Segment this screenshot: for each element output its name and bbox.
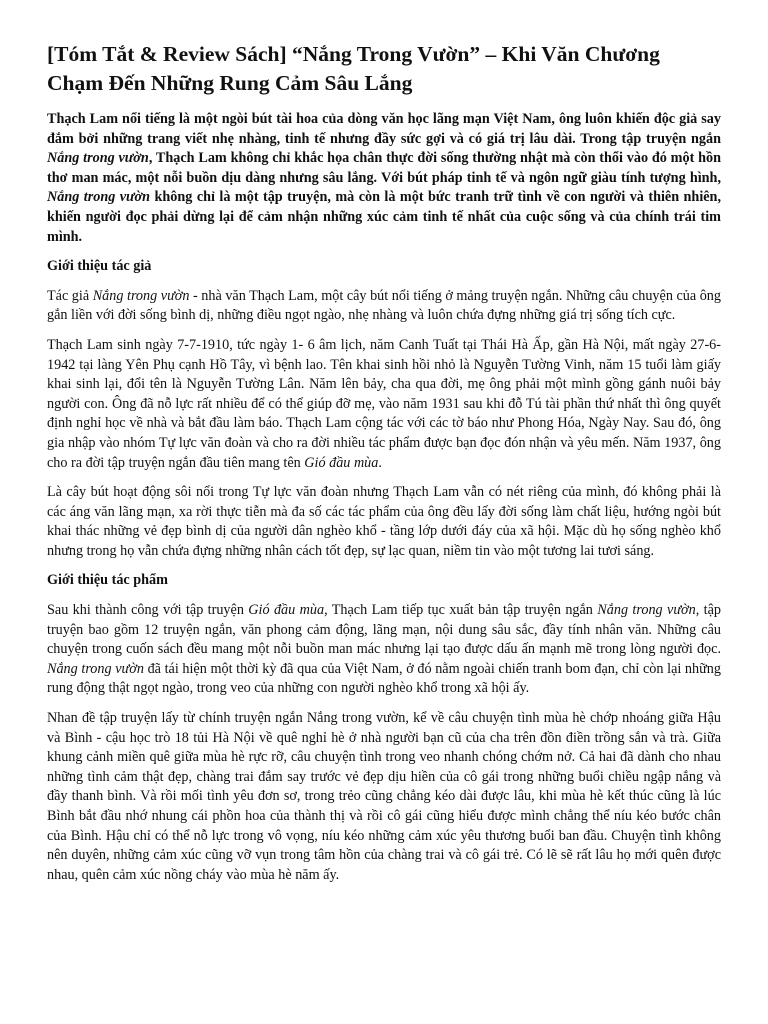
intro-text-1: Thạch Lam nổi tiếng là một ngòi bút tài hoa của dòng văn học lãng mạn Việt Nam, ông luôn khiến độc giả say đắm bởi những trang viết nhẹ nhàng, tinh tế nhưng đầy sức gợi và có giá trị lâu dài. Trong tập truyện ngắn bbox=[47, 111, 721, 147]
author-p1-text-a: Tác giả bbox=[47, 287, 93, 304]
author-paragraph-2 bbox=[47, 336, 721, 473]
work-p1-text-a: Sau khi thành công với tập truyện bbox=[47, 602, 249, 619]
work-p1-text-d: đã tái hiện một thời kỳ đã qua của Việt Nam, ở đó nằm ngoài chiến tranh bom đạn, chỉ còn lại những rung động thật ngọt ngào, trong veo của những con người nghèo khổ trong xã hội ấy. bbox=[47, 660, 721, 697]
intro-text-2: , Thạch Lam không chỉ khắc họa chân thực đời sống thường nhật mà còn thổi vào đó một hồn thơ man mác, một nỗi buồn dịu dàng nhưng sâu lắng. Với bút pháp tinh tế và ngôn ngữ giàu tính tượng hình, bbox=[47, 150, 721, 186]
work-paragraph-1 bbox=[47, 601, 721, 699]
section-heading-author: Giới thiệu tác giả bbox=[47, 258, 152, 275]
author-p2-text-b: . bbox=[378, 454, 382, 471]
intro-paragraph bbox=[47, 110, 721, 247]
section-heading-work: Giới thiệu tác phẩm bbox=[47, 572, 168, 589]
work-p1-book-title-2: Nắng trong vườn bbox=[597, 602, 696, 619]
article-title: [Tóm Tắt & Review Sách] “Nắng Trong Vườn” – Khi Văn Chương Chạm Đến Những Rung Cảm Sâu Lắng bbox=[47, 42, 660, 95]
author-p1-text-b: - nhà văn Thạch Lam, một cây bút nổi tiếng ở mảng truyện ngắn. Những câu chuyện của ông gắn liền với đời sống bình dị, những điều ngọt ngào, nhẹ nhàng và luôn chứa đựng những giá trị sống tích cực. bbox=[47, 287, 721, 324]
work-p1-text-c: , tập truyện bao gồm 12 truyện ngắn, văn phong cảm động, lãng mạn, nội dung sâu sắc, đầy tính nhân văn. Những câu chuyện trong cuốn sách đều mang một nỗi buồn man mác nhưng lại tạo được dấu ấn mạnh mẽ trong lòng người đọc. bbox=[47, 602, 721, 658]
intro-book-title-1: Nắng trong vườn bbox=[47, 150, 149, 167]
author-paragraph-3: Là cây bút hoạt động sôi nổi trong Tự lực văn đoàn nhưng Thạch Lam vẫn có nét riêng của mình, đó không phải là các áng văn lãng mạn, xa rời thực tiễn mà đa số các tác phẩm của ông đều lấy đời sống làm chất liệu, hướng ngòi bút khai thác những vẻ đẹp bình dị của người dân nghèo khổ - tầng lớp dưới đáy của xã hội. Mặc dù họ sống nghèo khổ nhưng trong họ vẫn chứa đựng những nhân cách tốt đẹp, sự lạc quan, niềm tin vào một tương lai tươi sáng. bbox=[47, 484, 721, 559]
author-p1-book-title: Nắng trong vườn bbox=[92, 287, 190, 304]
author-p2-book-title: Gió đầu mùa bbox=[304, 454, 379, 471]
intro-text-3: không chỉ là một tập truyện, mà còn là một bức tranh trữ tình về con người và thiên nhiên, khiến người đọc phải dừng lại để cảm nhận những xúc cảm tinh tế nhất của cuộc sống và của chính trái tim mình. bbox=[47, 189, 721, 245]
work-p1-book-title-3: Nắng trong vườn bbox=[47, 660, 144, 677]
work-paragraph-2: Nhan đề tập truyện lấy từ chính truyện ngắn Nắng trong vườn, kể về câu chuyện tình mùa hè chớp nhoáng giữa Hậu và Bình - cậu học trò 18 tủi Hà Nội về quê nghỉ hè ở nhà người bạn cũ của cha trên đồn điền trồng sắn và trà. Giữa khung cảnh miền quê giữa mùa hè rực rỡ, câu chuyện tình trong veo nhanh chóng chớm nở. Cả hai đã dành cho nhau những tình cảm thật đẹp, chàng trai đắm say trước vẻ đẹp dịu hiền của cô gái trong những buổi chiều ngập nắng và đầy thanh bình. Và rồi mối tình yêu đơn sơ, trong trẻo cũng chẳng kéo dài được lâu, khi mùa hè kết thúc cũng là lúc Bình bắt đầu nhớ nhung cái phồn hoa của thành thị và rồi cô gái cũng hiểu được mình chẳng thể níu kéo bước chân của Bình. Hậu chỉ có thể nỗ lực trong vô vọng, níu kéo những cảm xúc yêu thương buổi ban đầu. Chuyện tình không nên duyên, những cảm xúc cũng vỡ vụn trong tâm hồn của chàng trai và cô gái trẻ. Có lẽ sẽ rất lâu họ mới quên được nhau, quên cảm xúc nồng cháy vào mùa hè năm ấy. bbox=[47, 710, 721, 883]
author-p2-text-a: Thạch Lam sinh ngày 7-7-1910, tức ngày 1- 6 âm lịch, năm Canh Tuất tại Thái Hà Ấp, gần Hà Nội, mất ngày 27-6-1942 tại làng Yên Phụ cạnh Hồ Tây, vì bệnh lao. Tên khai sinh hồi nhỏ là Nguyễn Tường Vinh, năm 15 tuổi làm giấy khai sinh lại, đổi tên là Nguyễn Tường Lân. Năm lên bảy, cha qua đời, mẹ ông phải một mình gồng gánh nuôi bảy người con. Ông đã nỗ lực rất nhiều để có thể giúp đỡ mẹ, vào năm 1931 sau khi đỗ Tú tài phần thứ nhất thì ông quyết định nghỉ học về nhà và bắt đầu làm báo. Thạch Lam cộng tác với các tờ báo như Phong Hóa, Ngày Nay. Sau đó, ông gia nhập vào nhóm Tự lực văn đoàn và cho ra đời nhiều tác phẩm được bạn đọc đón nhận và yêu mến. Năm 1937, ông cho ra đời tập truyện ngắn đầu tiên mang tên bbox=[47, 336, 721, 471]
work-p1-book-title-1: Gió đầu mùa bbox=[248, 602, 325, 619]
author-paragraph-1 bbox=[47, 287, 721, 326]
work-p1-text-b: , Thạch Lam tiếp tục xuất bản tập truyện ngắn bbox=[324, 602, 598, 619]
intro-book-title-2: Nắng trong vườn bbox=[47, 189, 151, 206]
